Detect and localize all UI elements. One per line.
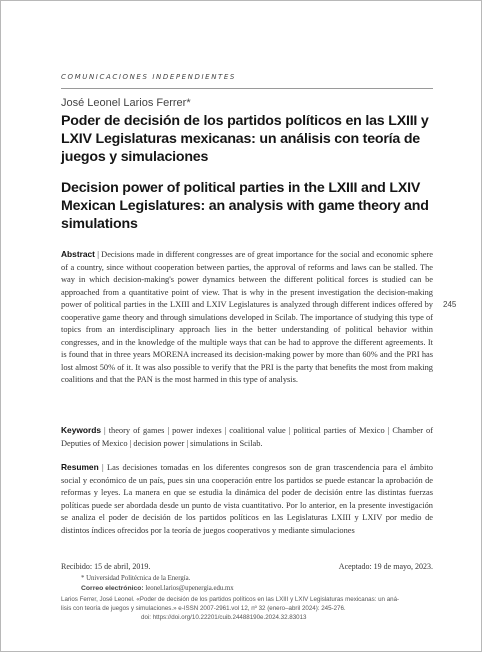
title-english: Decision power of political parties in the LXIII and LXIV Mexican Legislatures: an analysis with game theory and simulations <box>61 180 429 232</box>
email-footnote <box>61 584 433 594</box>
abstract-separator: | <box>94 250 102 259</box>
author-name: José Leonel Larios Ferrer* <box>61 97 191 109</box>
resumen-paragraph <box>61 461 433 537</box>
resumen-separator: | <box>98 463 108 472</box>
abstract-paragraph <box>61 248 433 387</box>
header-rule <box>61 88 433 89</box>
email-address[interactable]: leonel.larios@upenergia.edu.mx <box>143 584 234 592</box>
resumen-text: Las decisiones tomadas en los diferentes congresos son de gran trascendencia para el ámbito social y económico de un país, pues sin una cooperación entre los partidos se puede estancar la aprobación de reformas y leyes. La manera en que se estudia la dinámica del poder de decisión entre las distintas fuerzas políticas puede ser abordada desde un punto de vista cuantitativo. Por lo anterior, en la presente investigación se analiza el poder de decisión de los partidos políticos en las Legislaturas LXIII y LXIV por medio de distintos índices ofrecidos por la teoría de juegos cooperativos y mediante simulaciones <box>61 463 433 535</box>
citation-line-1: Larios Ferrer, José Leonel. «Poder de decisión de los partidos políticos en las LXIII y LXIV Legislaturas mexicanas: un aná- <box>61 596 400 603</box>
keywords-paragraph <box>61 424 433 450</box>
received-date: Recibido: 15 de abril, 2019. <box>61 562 151 571</box>
abstract-label: Abstract <box>61 249 95 259</box>
keywords-text: theory of games | power indexes | coalitional value | political parties of Mexico | Chamber of Deputies of Mexico | decision power | simulations in Scilab. <box>61 426 433 448</box>
section-label: COMUNICACIONES INDEPENDIENTES <box>61 73 236 81</box>
citation-block <box>61 595 433 622</box>
abstract-text: Decisions made in different congresses are of great importance for the social and economic sphere of a country, since without cooperation between parties, the approval of reforms and laws can be stalled. The way in which decision-making's power dynamics between the different political forces is studied can be approached from a quantitative point of view. That is why in the present investigation the decision-making power of political parties in the LXIII and LXIV Legislatures is analyzed through different indices offered by cooperative game theory and through simulations developed in Scilab. The importance of studying this type of topics from an interdisciplinary approach lies in the better understanding of political behavior within congresses, and in the knowledge of the multiple ways that can be had to approve the different agreements. It is found that in three years MORENA increased its decision-making power by more than 60% and the PRI has lost almost 50% of it. It was also possible to verify that the PRI is the party that benefits the most from making coalitions and that the PAN is the most harmed in this type of analysis. <box>61 250 433 384</box>
citation-line-2: lisis con teoría de juegos y simulaciones.» e-ISSN 2007-2961.vol 12, nº 32 (enero–abril 2024): 245-276. <box>61 605 346 612</box>
accepted-date: Aceptado: 19 de mayo, 2023. <box>338 562 433 571</box>
title-spanish: Poder de decisión de los partidos políticos en las LXIII y LXIV Legislaturas mexicanas: un análisis con teoría de juegos y simulaciones <box>61 113 429 165</box>
keywords-separator: | <box>101 426 109 435</box>
resumen-label: Resumen <box>61 462 99 472</box>
keywords-label: Keywords <box>61 425 102 435</box>
page-number: 245 <box>443 300 457 309</box>
submission-dates <box>61 562 433 571</box>
author-footnotes <box>61 574 433 593</box>
email-label: Correo electrónico: <box>81 584 144 592</box>
citation-doi[interactable]: doi: https://doi.org/10.22201/cuib.24488190e.2024.32.83013 <box>141 614 307 621</box>
affiliation-footnote: * Universidad Politécnica de la Energía. <box>81 575 191 582</box>
